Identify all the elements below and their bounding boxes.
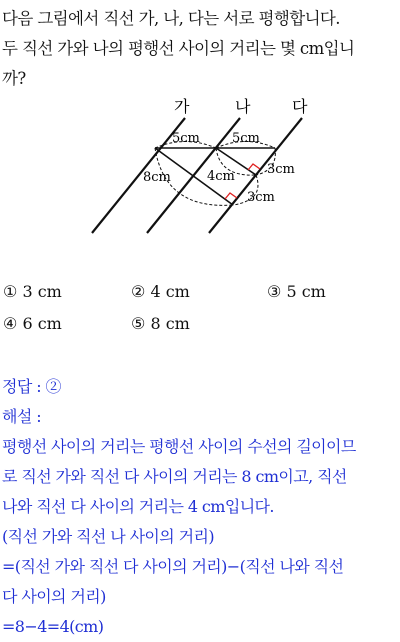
choice-number: ③ — [267, 282, 282, 301]
choice-text: 3 cm — [22, 282, 62, 301]
explanation-line: (직선 가와 직선 나 사이의 거리) — [2, 527, 214, 546]
choice-text: 4 cm — [150, 282, 190, 301]
choice-4[interactable] — [3, 314, 62, 333]
choice-text: 8 cm — [150, 314, 190, 333]
question-line: 까? — [2, 69, 26, 88]
label-top-left: 5cm — [172, 131, 200, 146]
label-top-right: 5cm — [232, 131, 260, 146]
answer-label: 정답 : ② — [2, 377, 61, 396]
choice-1[interactable] — [3, 282, 62, 301]
choice-3[interactable] — [267, 282, 326, 301]
answer-section — [2, 372, 398, 642]
parallel-lines-figure — [80, 95, 320, 245]
question-line: 두 직선 가와 나의 평행선 사이의 거리는 몇 cm입니 — [2, 39, 355, 58]
explanation-line: 로 직선 가와 직선 다 사이의 거리는 8 cm이고, 직선 — [2, 467, 347, 486]
question-text — [2, 4, 398, 94]
question-line: 다음 그림에서 직선 가, 나, 다는 서로 평행합니다. — [2, 9, 340, 28]
label-3cm-upper: 3cm — [267, 162, 295, 177]
choice-2[interactable] — [131, 282, 190, 301]
choice-text: 6 cm — [22, 314, 62, 333]
line-label-ga: 가 — [174, 97, 190, 116]
explanation-line: 평행선 사이의 거리는 평행선 사이의 수선의 길이이므 — [2, 437, 356, 456]
explanation-label: 해설 : — [2, 407, 41, 426]
right-angle-mark-lower — [225, 193, 237, 199]
label-4cm: 4cm — [207, 169, 235, 184]
explanation-line: =(직선 가와 직선 다 사이의 거리)−(직선 나와 직선 — [2, 557, 344, 576]
explanation-line: 나와 직선 다 사이의 거리는 4 cm입니다. — [2, 497, 274, 516]
choice-text: 5 cm — [286, 282, 326, 301]
choice-number: ⑤ — [131, 314, 146, 333]
choice-5[interactable] — [131, 314, 190, 333]
explanation-line: =8−4=4(cm) — [2, 617, 104, 636]
label-8cm: 8cm — [143, 170, 171, 185]
right-angle-mark-upper — [248, 164, 260, 170]
line-label-na: 나 — [235, 97, 251, 116]
choice-number: ④ — [3, 314, 18, 333]
line-label-da: 다 — [292, 97, 308, 116]
explanation-line: 다 사이의 거리) — [2, 587, 106, 606]
label-3cm-lower: 3cm — [247, 190, 275, 205]
choice-number: ② — [131, 282, 146, 301]
choice-number: ① — [3, 282, 18, 301]
